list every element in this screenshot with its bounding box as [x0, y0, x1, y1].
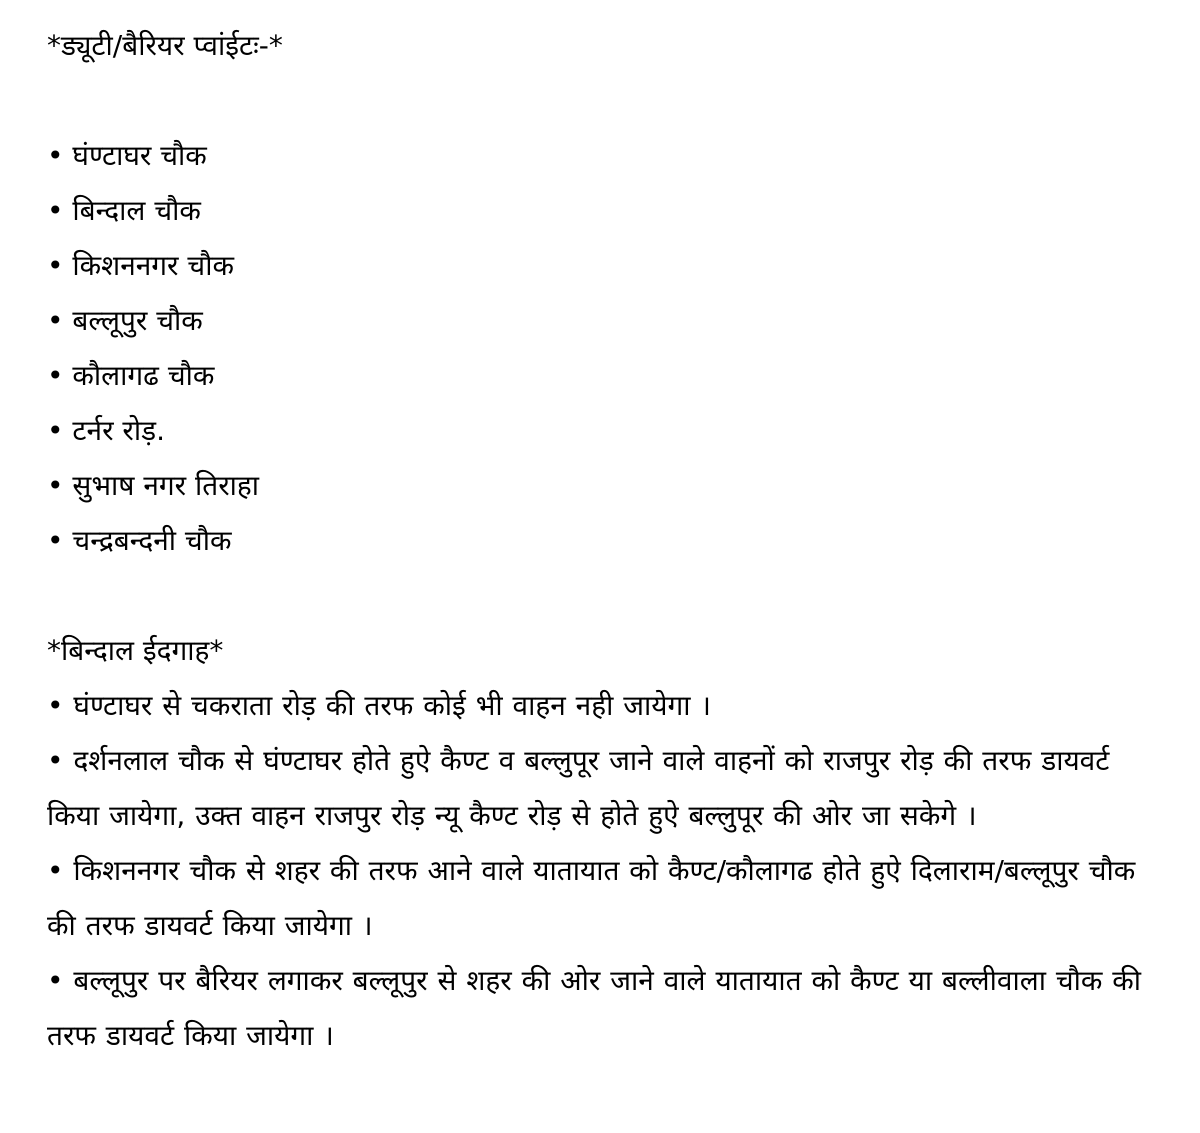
- spacer: [47, 568, 1157, 623]
- barrier-point-item: • चन्द्रबन्दनी चौक: [47, 524, 232, 557]
- barrier-point-item: • कौलागढ चौक: [47, 359, 215, 392]
- barrier-point-item: • घंण्टाघर चौक: [47, 139, 207, 172]
- barrier-point-item: • किशननगर चौक: [47, 249, 234, 282]
- diversion-point: • बल्लूपुर पर बैरियर लगाकर बल्लूपुर से शहर की ओर जाने वाले यातायात को कैण्ट या बल्लीवाला चौक की तरफ डायवर्ट किया जायेगा ।: [47, 964, 1142, 1052]
- diversion-point: • किशननगर चौक से शहर की तरफ आने वाले यातायात को कैण्ट/कौलागढ होते हुऐ दिलाराम/बल्लूपुर चौक की तरफ डायवर्ट किया जायेगा ।: [47, 854, 1136, 942]
- barrier-point-item: • बिन्दाल चौक: [47, 194, 201, 227]
- duty-barrier-heading: *ड्यूटी/बैरियर प्वांईटः-*: [47, 29, 283, 62]
- barrier-point-item: • बल्लूपुर चौक: [47, 304, 203, 337]
- barrier-point-item: • टर्नर रोड़.: [47, 414, 166, 447]
- spacer: [47, 73, 1157, 128]
- bindal-idgah-heading: *बिन्दाल ईदगाह*: [47, 634, 224, 667]
- barrier-point-item: • सुभाष नगर तिराहा: [47, 469, 260, 502]
- diversion-point: • दर्शनलाल चौक से घंण्टाघर होते हुऐ कैण्ट व बल्लुपूर जाने वाले वाहनों को राजपुर रोड़ की तरफ डायवर्ट किया जायेगा, उक्त वाहन राजपुर रोड़ न्यू कैण्ट रोड़ से होते हुऐ बल्लुपूर की ओर जा सकेगे ।: [47, 744, 1110, 832]
- document-body: [47, 18, 1157, 1063]
- diversion-point: • घंण्टाघर से चकराता रोड़ की तरफ कोई भी वाहन नही जायेगा ।: [47, 689, 712, 722]
